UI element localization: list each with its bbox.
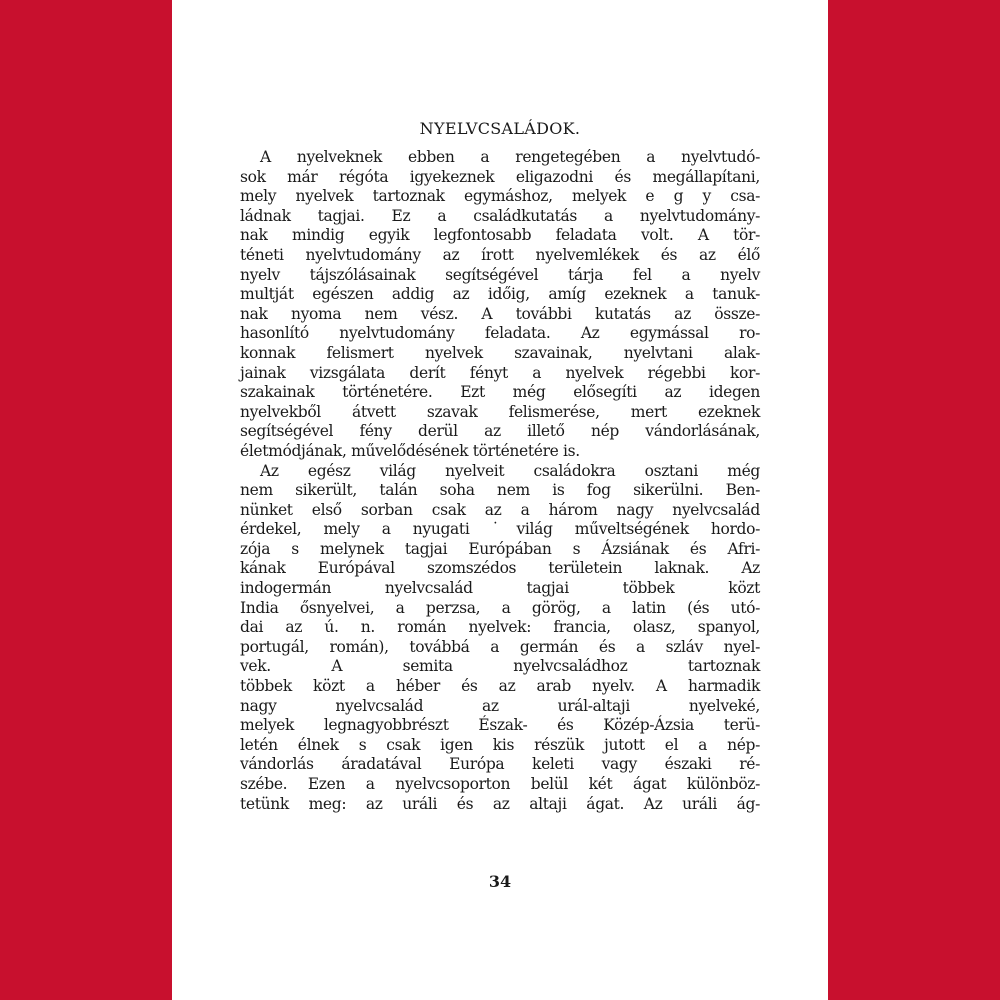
body-text (240, 148, 760, 814)
text-line: mely nyelvek tartoznak egymáshoz, melyek e g y csa- (240, 187, 760, 206)
chapter-title: NYELVCSALÁDOK. (419, 119, 581, 138)
text-line: zója s melynek tagjai Európában s Ázsiának és Afri- (240, 539, 760, 558)
text-line: sok már régóta igyekeznek eligazodni és megállapítani, (240, 167, 760, 186)
text-line: dai az ú. n. román nyelvek: francia, olasz, spanyol, (240, 618, 760, 637)
text-line: nak nyoma nem vész. A további kutatás az össze- (240, 304, 760, 323)
text-line: segítségével fény derül az illető nép vándorlásának, (240, 422, 760, 441)
text-line: Az egész világ nyelveit családokra osztani még (260, 461, 760, 480)
text-line: téneti nyelvtudomány az írott nyelvemlékek és az élő (240, 245, 760, 264)
text-line: konnak felismert nyelvek szavainak, nyelvtani alak- (240, 343, 760, 362)
text-line: többek közt a héber és az arab nyelv. A harmadik (240, 677, 760, 696)
text-line: nyelv tájszólásainak segítségével tárja fel a nyelv (240, 265, 760, 284)
text-line: nem sikerült, talán soha nem is fog sikerülni. Ben- (240, 481, 760, 500)
text-line: vek. A semita nyelvcsaládhoz tartoznak (240, 657, 760, 676)
text-line: szakainak történetére. Ezt még elősegíti az idegen (240, 383, 760, 402)
text-line: melyek legnagyobbrészt Észak- és Közép-Ázsia terü- (240, 716, 760, 735)
text-line: jainak vizsgálata derít fényt a nyelvek régebbi kor- (240, 363, 760, 382)
text-line: tetünk meg: az uráli és az altaji ágat. Az uráli ág- (240, 794, 760, 813)
book-page (172, 0, 828, 1000)
text-line: kának Európával szomszédos területein laknak. Az (240, 559, 760, 578)
text-line: szébe. Ezen a nyelvcsoporton belül két ágat különböz- (240, 775, 760, 793)
text-line: indogermán nyelvcsalád tagjai többek közt (240, 579, 760, 598)
text-line: A nyelveknek ebben a rengetegében a nyelvtudó- (260, 148, 760, 166)
page-number: 34 (488, 872, 512, 891)
text-line: India ősnyelvei, a perzsa, a görög, a latin (és utó- (240, 598, 760, 617)
text-line: portugál, román), továbbá a germán és a szláv nyel- (240, 637, 760, 656)
text-line: nagy nyelvcsalád az urál-altaji nyelveké, (240, 696, 760, 715)
text-line: nak mindig egyik legfontosabb feladata volt. A tör- (240, 226, 760, 245)
text-line: vándorlás áradatával Európa keleti vagy északi ré- (240, 755, 760, 774)
text-line: letén élnek s csak igen kis részük jutott el a nép- (240, 735, 760, 754)
text-line: érdekel, mely a nyugati ˙világ műveltségének hordo- (240, 520, 760, 539)
text-line: nyelvekből átvett szavak felismerése, mert ezeknek (240, 402, 760, 421)
text-line: hasonlító nyelvtudomány feladata. Az egymással ro- (240, 324, 760, 343)
text-line: ládnak tagjai. Ez a családkutatás a nyelvtudomány- (240, 206, 760, 225)
text-line: életmódjának, művelődésének történetére is. (240, 441, 580, 460)
text-line: nünket első sorban csak az a három nagy nyelvcsalád (240, 500, 760, 519)
text-line: multját egészen addig az időig, amíg ezeknek a tanuk- (240, 285, 760, 304)
